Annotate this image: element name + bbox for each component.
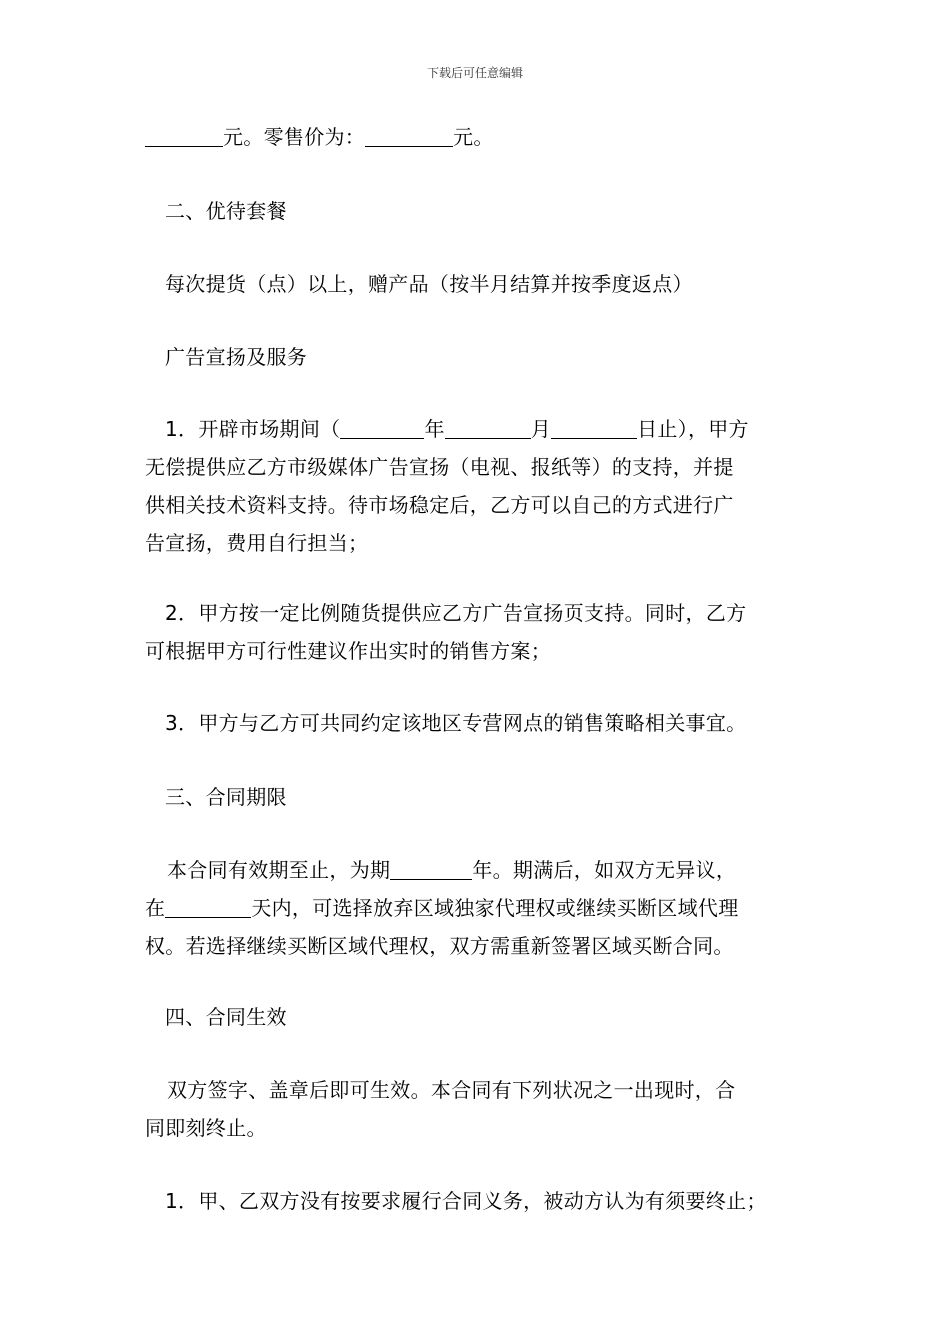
- section-4-line-1: 双方签字、盖章后即可生效。本合同有下列状况之一出现时，合: [167, 1078, 736, 1102]
- section-2-title: 二、优待套餐: [165, 199, 287, 223]
- year-blank[interactable]: [340, 416, 424, 439]
- section-4-title: 四、合同生效: [165, 1005, 287, 1029]
- item-1-line-3: 供相关技术资料支持。待市场稳定后，乙方可以自己的方式进行广: [145, 493, 734, 517]
- item-2-line-1: 2．甲方按一定比例随货提供应乙方广告宣扬页支持。同时，乙方: [165, 601, 747, 625]
- term-days-blank[interactable]: [165, 895, 251, 918]
- blank-field[interactable]: [145, 124, 223, 147]
- page-header-note: 下载后可任意编辑: [426, 66, 523, 80]
- item-1-line-2: 无偿提供应乙方市级媒体广告宣扬（电视、报纸等）的支持，并提: [145, 455, 734, 479]
- section-2-text: 每次提货（点）以上，赠产品（按半月结算并按季度返点）: [165, 272, 693, 296]
- item-1: [145, 410, 815, 562]
- day-label: 日止），甲方: [637, 417, 749, 441]
- section-4-item-1: 1．甲、乙双方没有按要求履行合同义务，被动方认为有须要终止；: [165, 1189, 767, 1213]
- retail-price-blank[interactable]: [365, 124, 453, 147]
- term-text: 本合同有效期至止，为期: [167, 858, 391, 882]
- item-2-line-2: 可根据甲方可行性建议作出实时的销售方案；: [145, 639, 551, 663]
- term-text-4: 天内，可选择放弃区域独家代理权或继续买断区域代理: [251, 896, 739, 920]
- section-3-title: 三、合同期限: [165, 785, 287, 809]
- item-3: 3．甲方与乙方可共同约定该地区专营网点的销售策略相关事宜。: [165, 711, 747, 735]
- item-1-text: 1．开辟市场期间（: [165, 417, 341, 441]
- month-blank[interactable]: [445, 416, 531, 439]
- section-4-line-2: 同即刻终止。: [145, 1116, 267, 1140]
- ad-section-title: 广告宣扬及服务: [165, 345, 308, 369]
- price-text: 元。零售价为：: [223, 125, 366, 149]
- day-blank[interactable]: [551, 416, 637, 439]
- section-3-paragraph: [145, 851, 815, 965]
- item-2: [145, 594, 815, 670]
- term-text-3: 在: [145, 896, 166, 920]
- term-text-2: 年。期满后，如双方无异议，: [472, 858, 737, 882]
- month-label: 月: [530, 417, 552, 441]
- year-label: 年: [424, 417, 445, 441]
- price-unit: 元。: [453, 125, 494, 149]
- section-4-paragraph: [145, 1071, 815, 1147]
- price-line: [145, 118, 815, 156]
- section-3-line-3: 权。若选择继续买断区域代理权，双方需重新签署区域买断合同。: [145, 934, 734, 958]
- term-years-blank[interactable]: [390, 857, 472, 880]
- item-1-line-4: 告宣扬，费用自行担当；: [145, 531, 369, 555]
